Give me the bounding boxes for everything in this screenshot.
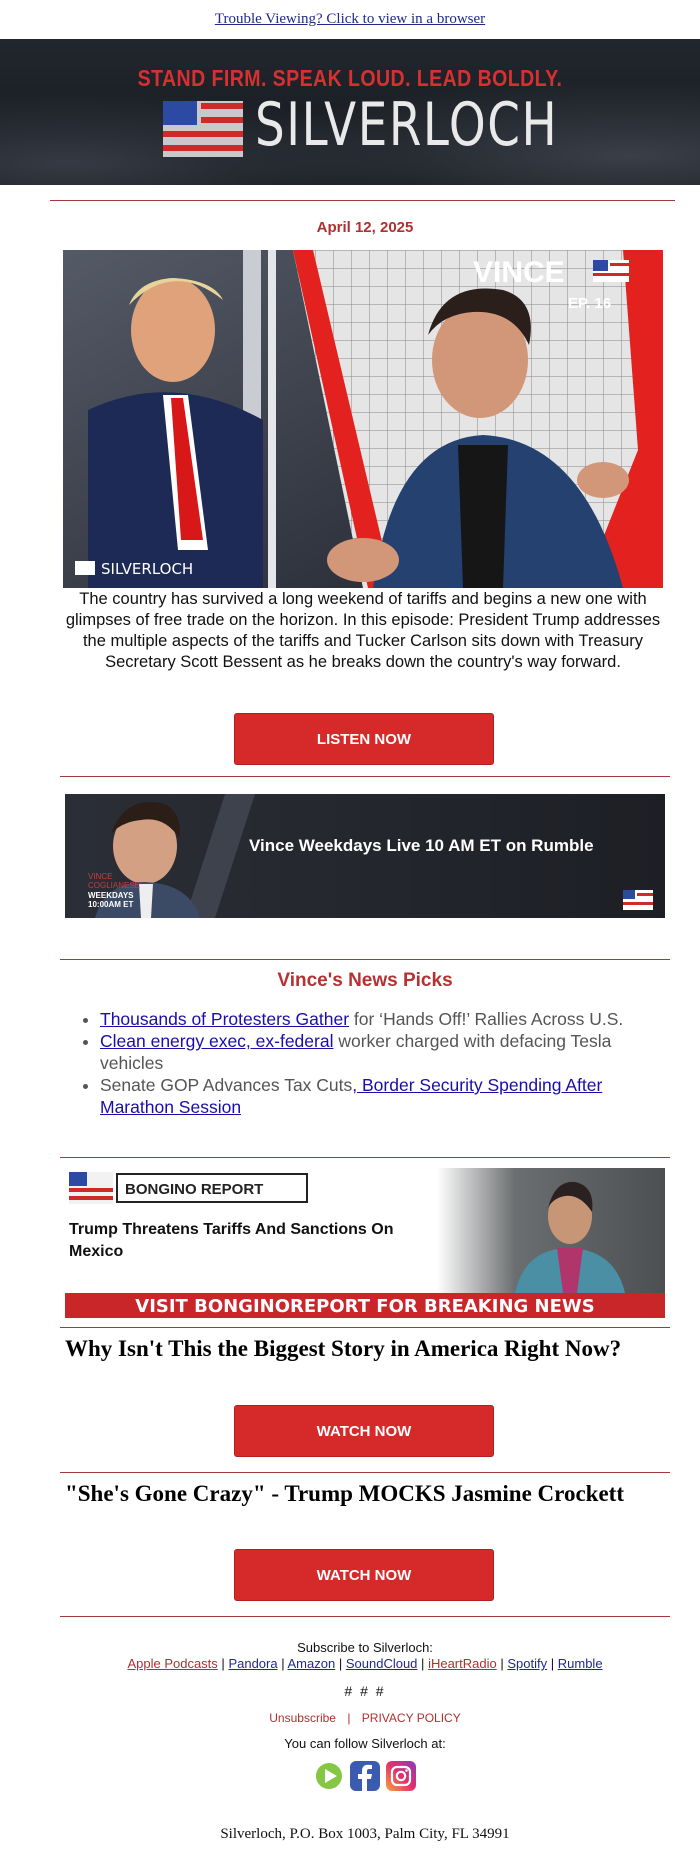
- separator: |: [421, 1656, 425, 1671]
- live-banner-text: Vince Weekdays Live 10 AM ET on Rumble: [249, 836, 594, 855]
- apple-podcasts-link[interactable]: Apple Podcasts: [127, 1656, 218, 1671]
- listen-now-button[interactable]: LISTEN NOW: [234, 713, 494, 765]
- episode-artwork: [63, 250, 663, 588]
- header-tagline: STAND FIRM. SPEAK LOUD. LEAD BOLDLY.: [137, 65, 563, 91]
- list-item: [100, 1008, 675, 1030]
- divider: [60, 959, 670, 960]
- bongino-headline-line1: Trump Threatens Tariffs And Sanctions On: [69, 1221, 394, 1238]
- divider: [60, 1616, 670, 1617]
- news-text: worker charged with defacing Tesla vehicles: [100, 1031, 612, 1073]
- instagram-icon[interactable]: [386, 1761, 416, 1791]
- news-link[interactable]: , Border Security Spending After Marathon Session: [100, 1075, 603, 1117]
- view-in-browser-bar: [0, 11, 700, 28]
- section-break: # # #: [344, 1683, 386, 1699]
- separator: |: [221, 1656, 225, 1671]
- follow-label: You can follow Silverloch at:: [284, 1736, 446, 1751]
- news-picks-title: Vince's News Picks: [277, 970, 453, 991]
- news-link[interactable]: Clean energy exec, ex-federal: [100, 1031, 334, 1051]
- divider: [60, 776, 670, 777]
- header-brand: SILVERLOCH: [255, 90, 559, 160]
- watch-now-button[interactable]: WATCH NOW: [234, 1549, 494, 1601]
- divider: [60, 1472, 670, 1473]
- rumble-link[interactable]: Rumble: [557, 1656, 603, 1671]
- issue-date: April 12, 2025: [316, 219, 414, 236]
- bongino-ad-artwork: [65, 1168, 665, 1318]
- separator: |: [281, 1656, 285, 1671]
- name-tag-last: COGLIANESE: [88, 881, 141, 890]
- mailing-address: Silverloch, P.O. Box 1003, Palm City, FL 34991: [220, 1826, 510, 1842]
- news-text: Senate GOP Advances Tax Cuts: [100, 1075, 353, 1095]
- unsubscribe-link[interactable]: Unsubscribe: [269, 1711, 336, 1725]
- separator: |: [500, 1656, 504, 1671]
- amazon-link[interactable]: Amazon: [287, 1656, 336, 1671]
- name-tag-time: 10:00AM ET: [88, 900, 134, 909]
- separator: |: [338, 1656, 343, 1671]
- bongino-logo-text: BONGINO REPORT: [125, 1181, 264, 1198]
- spotify-link[interactable]: Spotify: [507, 1656, 548, 1671]
- corner-brand: SILVERLOCH: [101, 560, 194, 578]
- divider: [60, 1327, 670, 1328]
- separator: |: [550, 1656, 555, 1671]
- live-show-banner[interactable]: [65, 794, 665, 918]
- legal-links: [0, 1711, 700, 1725]
- news-text: for ‘Hands Off!’ Rallies Across U.S.: [349, 1009, 624, 1029]
- live-banner-artwork: [65, 794, 665, 918]
- news-picks-list: [65, 1008, 675, 1118]
- divider: [60, 1157, 670, 1158]
- name-tag-days: WEEKDAYS: [88, 891, 134, 900]
- show-logo: VINCE: [473, 256, 565, 289]
- soundcloud-link[interactable]: SoundCloud: [345, 1656, 418, 1671]
- rumble-icon[interactable]: [314, 1761, 344, 1791]
- privacy-policy-link[interactable]: PRIVACY POLICY: [361, 1711, 461, 1725]
- bongino-cta: VISIT BONGINOREPORT FOR BREAKING NEWS: [135, 1296, 595, 1317]
- bongino-headline-line2: Mexico: [69, 1243, 124, 1260]
- view-in-browser-link[interactable]: Trouble Viewing? Click to view in a browser: [214, 11, 486, 27]
- name-tag-first: VINCE: [88, 872, 113, 881]
- iheartradio-link[interactable]: iHeartRadio: [428, 1656, 497, 1671]
- episode-description: The country has survived a long weekend of tariffs and begins a new one with glimpses of free trade on the horizon. In this episode: President Trump addresses the multiple aspects of the tariffs and Tucker Carlson sits down with Treasury Secretary Scott Bessent as he breaks down the country's way forward.: [65, 590, 661, 671]
- list-item: [100, 1030, 675, 1074]
- facebook-icon[interactable]: [350, 1761, 380, 1791]
- subscribe-label: Subscribe to Silverloch:: [297, 1640, 433, 1655]
- social-icons: [0, 1761, 700, 1791]
- divider: [50, 200, 675, 201]
- video-title: Why Isn't This the Biggest Story in America Right Now?: [65, 1336, 622, 1361]
- news-link[interactable]: Thousands of Protesters Gather: [100, 1009, 350, 1029]
- platform-links: [0, 1656, 700, 1671]
- flag-logo-icon: [163, 101, 243, 157]
- watch-now-button[interactable]: WATCH NOW: [234, 1405, 494, 1457]
- video-title: "She's Gone Crazy" - Trump MOCKS Jasmine Crockett: [65, 1481, 624, 1506]
- episode-label: EP. 16: [568, 295, 612, 312]
- pandora-link[interactable]: Pandora: [228, 1656, 278, 1671]
- episode-thumbnail[interactable]: [63, 250, 663, 588]
- list-item: [100, 1074, 675, 1118]
- separator: |: [347, 1711, 351, 1725]
- bongino-report-ad[interactable]: [65, 1168, 665, 1318]
- header-banner: [0, 39, 700, 185]
